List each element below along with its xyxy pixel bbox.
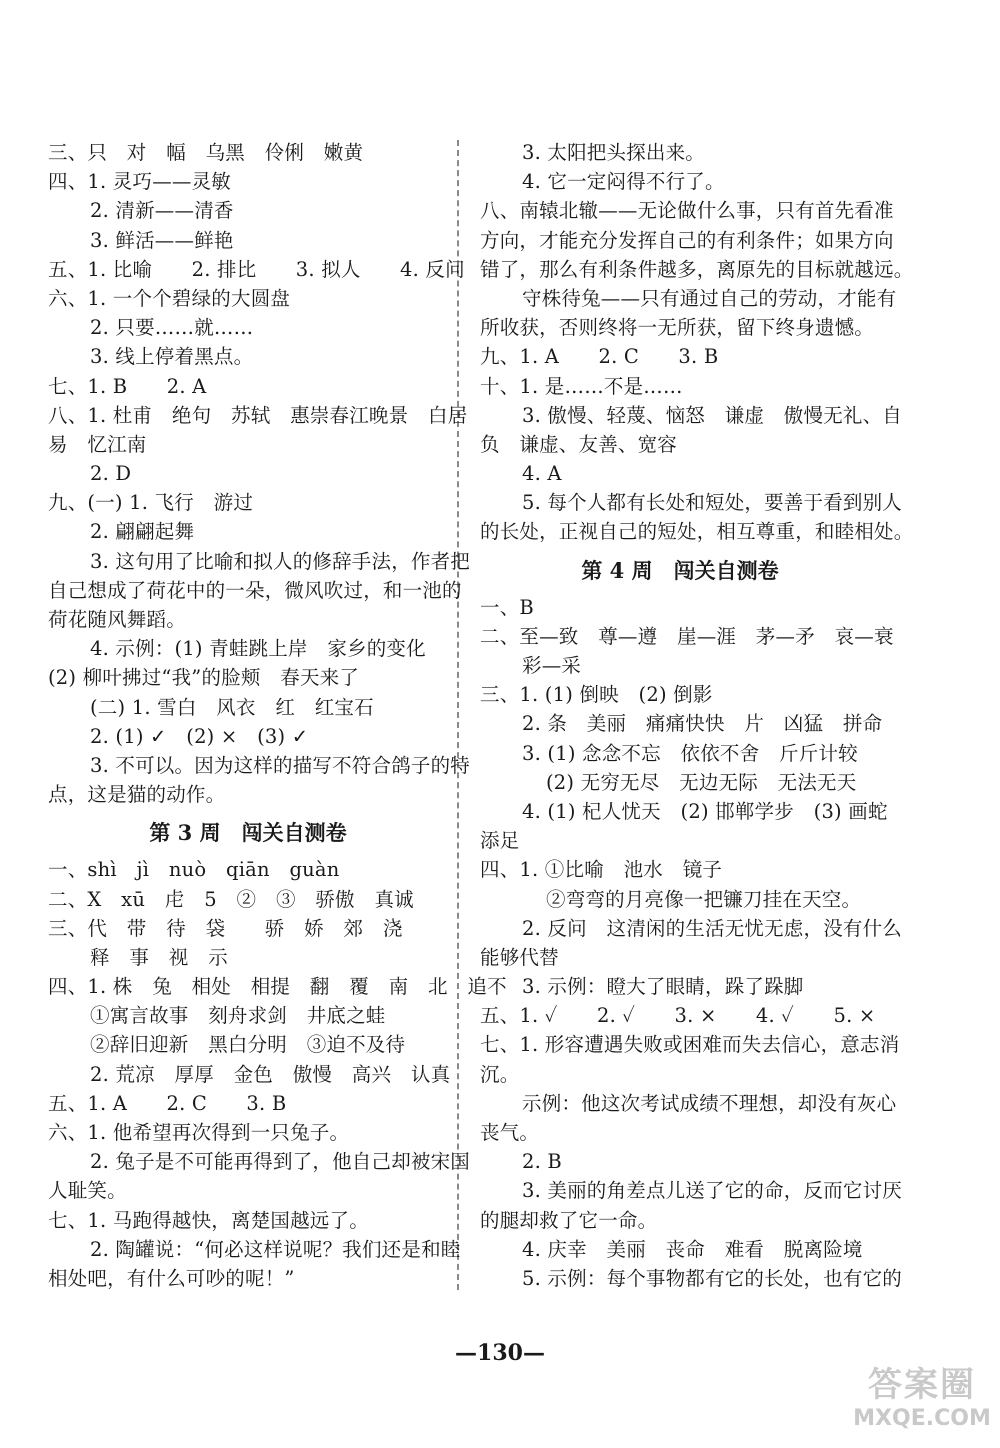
- answer-line: 4. 它一定闷得不行了。: [522, 170, 725, 194]
- answer-line: 3. 鲜活——鲜艳: [90, 228, 234, 252]
- answer-line: 能够代替: [480, 945, 559, 969]
- answer-line: 二、X xū 虍 5 ② ③ 骄傲 真诚: [48, 887, 414, 911]
- answer-line: 八、1. 杜甫 绝句 苏轼 惠崇春江晚景 白居: [48, 403, 468, 427]
- answer-line: 的长处，正视自己的短处，相互尊重，和睦相处。: [480, 520, 914, 544]
- answer-line: 4. A: [522, 462, 562, 486]
- answer-line: (二) 1. 雪白 风衣 红 红宝石: [90, 695, 374, 719]
- answer-line: 守株待兔——只有通过自己的劳动，才能有: [522, 286, 897, 310]
- answer-line: 四、1. ①比喻 池水 镜子: [480, 858, 723, 882]
- answer-line: 六、1. 一个个碧绿的大圆盘: [48, 286, 291, 310]
- answer-line: 2. 荒凉 厚厚 金色 傲慢 高兴 认真: [90, 1062, 451, 1086]
- answer-line: 彩—采: [522, 654, 582, 677]
- answer-line: 五、1. ✓ 2. ✓ 3. × 4. ✓ 5. ×: [480, 1004, 876, 1028]
- answer-line: ②弯弯的月亮像一把镰刀挂在天空。: [546, 887, 862, 911]
- answer-line: 添足: [480, 829, 520, 853]
- answer-line: 三、1. (1) 倒映 (2) 倒影: [480, 683, 713, 707]
- answer-line: 示例：他这次考试成绩不理想，却没有灰心: [522, 1091, 897, 1115]
- answer-line: 2. 兔子是不可能再得到了，他自己却被宋国: [90, 1150, 471, 1174]
- answer-line: 释 事 视 示: [90, 945, 228, 969]
- answer-line: 七、1. B 2. A: [48, 374, 207, 398]
- answer-line: 2. 翩翩起舞: [90, 520, 195, 544]
- answer-line: 2. 条 美丽 痛痛快快 片 凶猛 拼命: [522, 712, 883, 736]
- answer-line: 2. B: [522, 1150, 562, 1174]
- answer-line: 七、1. 形容遭遇失败或困难而失去信心，意志消: [480, 1033, 900, 1057]
- answer-line: 4. 庆幸 美丽 丧命 难看 脱离险境: [522, 1237, 863, 1261]
- answer-line: 点，这是猫的动作。: [48, 783, 226, 807]
- answer-line: 2. 清新——清香: [90, 199, 234, 223]
- answer-line: 四、1. 灵巧——灵敏: [48, 170, 232, 194]
- answer-line: 荷花随风舞蹈。: [48, 608, 186, 631]
- answer-line: 2. 陶罐说：“何必这样说呢？我们还是和睦: [90, 1237, 461, 1261]
- answer-line: 4. 示例：(1) 青蛙跳上岸 家乡的变化: [90, 637, 426, 661]
- watermark-logo: [852, 1364, 992, 1442]
- answer-line: 3. 这句用了比喻和拟人的修辞手法，作者把: [90, 549, 471, 573]
- answer-line: 一、B: [480, 595, 534, 619]
- answer-line: 九、1. A 2. C 3. B: [480, 345, 719, 369]
- answer-line: ①寓言故事 刻舟求剑 井底之蛙: [90, 1004, 386, 1028]
- answer-line: 3. (1) 念念不忘 依依不舍 斤斤计较: [522, 741, 858, 765]
- right-column: [480, 138, 914, 1293]
- answer-line: 十、1. 是……不是……: [480, 374, 683, 398]
- answer-line: 2. 只要……就……: [90, 316, 254, 340]
- answer-line: 错了，那么有利条件越多，离原先的目标就越远。: [480, 257, 914, 281]
- answer-line: 方向，才能充分发挥自己的有利条件；如果方向: [480, 228, 894, 252]
- answer-line: 五、1. 比喻 2. 排比 3. 拟人 4. 反问: [48, 257, 465, 281]
- answer-line: 二、至—致 尊—遵 崖—涯 茅—矛 哀—衰: [480, 624, 894, 648]
- answer-line: 八、南辕北辙——无论做什么事，只有首先看准: [480, 199, 894, 223]
- watermark-text: 答案圈: [868, 1365, 976, 1405]
- answer-line: 三、代 带 待 袋 骄 娇 郊 浇: [48, 916, 403, 940]
- answer-line: 自己想成了荷花中的一朵，微风吹过，和一池的: [48, 578, 462, 602]
- answer-line: 2. (1) ✓ (2) × (3) ✓: [90, 724, 309, 748]
- answer-line: 九、(一) 1. 飞行 游过: [48, 491, 254, 515]
- watermark-url: MXQE.COM: [853, 1406, 991, 1431]
- answer-line: 一、shì jì nuò qiān guàn: [48, 858, 340, 882]
- answer-line: 负 谦虚、友善、宽容: [480, 432, 678, 456]
- answer-line: 人耻笑。: [48, 1179, 127, 1203]
- answer-line: 4. (1) 杞人忧天 (2) 邯郸学步 (3) 画蛇: [522, 799, 888, 823]
- answer-line: 四、1. 株 兔 相处 相提 翻 覆 南 北 追不: [48, 975, 507, 999]
- answer-line: 七、1. 马跑得越快，离楚国越远了。: [48, 1208, 369, 1232]
- answer-line: 沉。: [480, 1062, 520, 1086]
- answer-line: 5. 每个人都有长处和短处，要善于看到别人: [522, 491, 903, 515]
- column-divider: [457, 140, 459, 1290]
- answer-line: (2) 柳叶拂过“我”的脸颊 春天来了: [48, 666, 360, 690]
- answer-line: 3. 不可以。因为这样的描写不符合鸽子的特: [90, 753, 471, 777]
- answer-line: 相处吧，有什么可吵的呢！”: [48, 1266, 295, 1290]
- answer-line: 的腿却救了它一命。: [480, 1208, 658, 1232]
- answer-line: 六、1. 他希望再次得到一只兔子。: [48, 1121, 350, 1144]
- answer-line: 5. 示例：每个事物都有它的长处，也有它的: [522, 1266, 903, 1290]
- answer-line: 3. 太阳把头探出来。: [522, 141, 706, 164]
- answer-line: 易 忆江南: [48, 432, 147, 456]
- answer-line: 3. 线上停着黑点。: [90, 345, 254, 369]
- answer-line: 3. 美丽的角差点儿送了它的命，反而它讨厌: [522, 1179, 903, 1203]
- section-title: 第 3 周 闯关自测卷: [149, 820, 347, 846]
- section-title: 第 4 周 闯关自测卷: [581, 557, 779, 583]
- answer-line: ②辞旧迎新 黑白分明 ③迫不及待: [90, 1033, 406, 1057]
- answer-line: 五、1. A 2. C 3. B: [48, 1091, 287, 1115]
- answer-line: 丧气。: [480, 1121, 540, 1144]
- answer-line: 所收获，否则终将一无所获，留下终身遗憾。: [480, 316, 875, 340]
- answer-line: 3. 示例：瞪大了眼睛，跺了跺脚: [522, 975, 804, 999]
- answer-line: 三、只 对 幅 乌黑 伶俐 嫩黄: [48, 141, 364, 164]
- page-number: —130—: [455, 1340, 545, 1366]
- answer-line: 2. D: [90, 462, 132, 486]
- answer-line: 3. 傲慢、轻蔑、恼怒 谦虚 傲慢无礼、自: [522, 403, 903, 427]
- answer-line: (2) 无穷无尽 无边无际 无法无天: [546, 770, 857, 794]
- answer-line: 2. 反问 这清闲的生活无忧无虑，没有什么: [522, 916, 903, 940]
